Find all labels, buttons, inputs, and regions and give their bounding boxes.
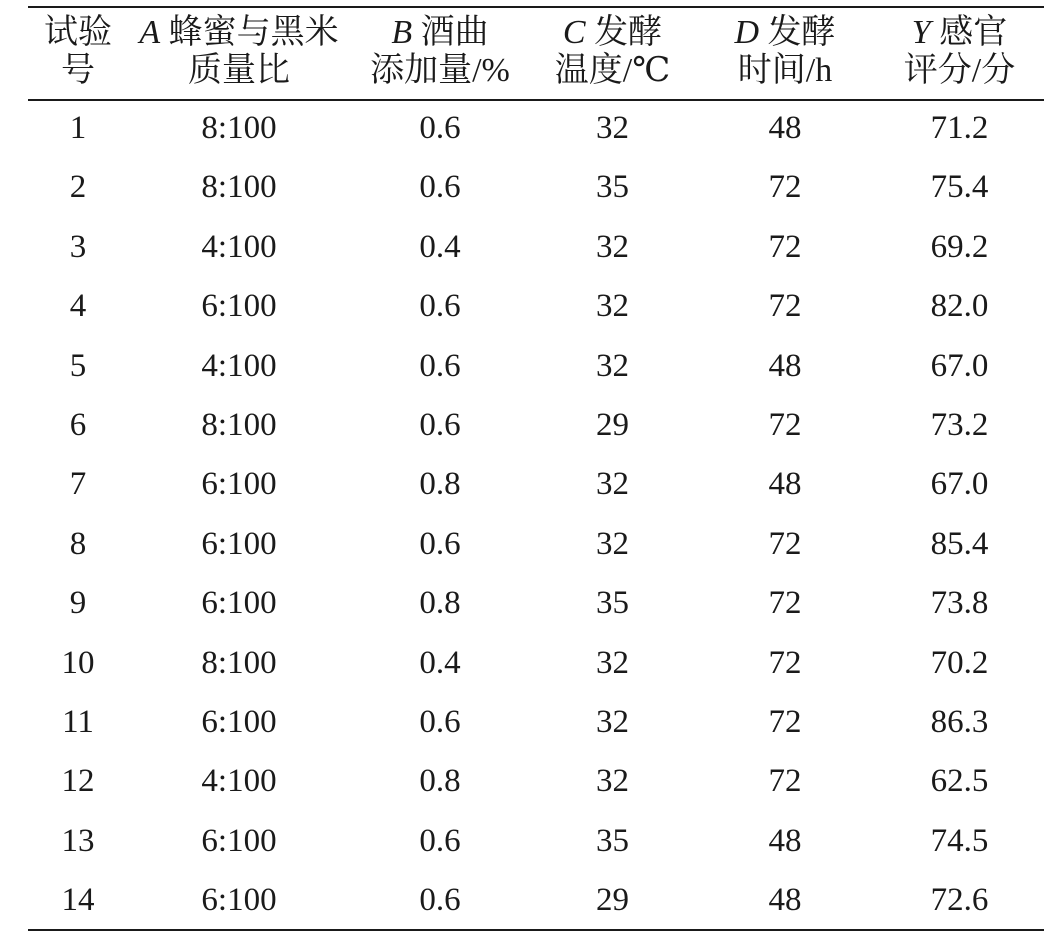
header-honey-ratio xyxy=(128,14,350,94)
cell-koji: 0.8 xyxy=(419,763,461,800)
cell-koji: 0.6 xyxy=(419,525,461,562)
header-temp-line2: 温度/℃ xyxy=(554,52,671,89)
cell-ratio: 4:100 xyxy=(201,763,277,800)
cell-score: 70.2 xyxy=(930,644,989,681)
header-time-line1: 发酵 xyxy=(759,14,836,51)
cell-koji: 0.6 xyxy=(419,288,461,325)
header-temp-line1: 发酵 xyxy=(585,14,663,51)
cell-trial: 1 xyxy=(69,110,87,146)
cell-time: 72 xyxy=(768,406,802,443)
cell-trial: 6 xyxy=(69,406,87,443)
header-koji-line1: 酒曲 xyxy=(412,14,489,51)
cell-time: 72 xyxy=(768,228,802,265)
cell-time: 72 xyxy=(768,525,802,562)
cell-ratio: 4:100 xyxy=(201,228,277,265)
cell-time: 72 xyxy=(768,644,802,681)
cell-score: 74.5 xyxy=(930,822,989,859)
cell-time: 48 xyxy=(768,347,802,384)
cell-koji: 0.4 xyxy=(419,228,461,265)
cell-temp: 32 xyxy=(596,347,629,384)
cell-temp: 35 xyxy=(596,822,629,859)
header-score-var: Y xyxy=(911,14,931,51)
header-honey-line1: 蜂蜜与黑米 xyxy=(160,14,339,51)
header-score-line1: 感官 xyxy=(930,14,1008,51)
table-row xyxy=(28,158,1044,217)
cell-koji: 0.6 xyxy=(419,822,461,859)
table-row xyxy=(28,634,1044,693)
cell-trial: 9 xyxy=(69,585,87,622)
cell-temp: 32 xyxy=(596,466,629,503)
cell-trial: 8 xyxy=(69,525,87,562)
cell-temp: 32 xyxy=(596,228,629,265)
cell-koji: 0.8 xyxy=(419,585,461,622)
cell-trial: 2 xyxy=(69,169,87,206)
header-score-line2: 评分/分 xyxy=(903,52,1016,89)
header-time-line2: 时间/h xyxy=(737,52,833,89)
cell-score: 67.0 xyxy=(930,466,989,503)
cell-temp: 32 xyxy=(596,525,629,562)
header-ferment-temp xyxy=(530,14,695,94)
header-trial-line1: 试验 xyxy=(44,14,112,51)
cell-ratio: 6:100 xyxy=(201,882,277,919)
cell-koji: 0.6 xyxy=(419,110,461,146)
cell-ratio: 6:100 xyxy=(201,822,277,859)
cell-time: 48 xyxy=(768,882,802,919)
cell-temp: 35 xyxy=(596,585,629,622)
cell-score: 67.0 xyxy=(930,347,989,384)
header-trial-line2: 号 xyxy=(61,52,95,89)
cell-ratio: 6:100 xyxy=(201,525,277,562)
table-body xyxy=(28,99,1044,930)
header-time-var: D xyxy=(734,14,760,51)
cell-time: 72 xyxy=(768,703,802,740)
cell-temp: 29 xyxy=(596,406,629,443)
table-header xyxy=(28,14,1044,94)
cell-score: 86.3 xyxy=(930,703,989,740)
cell-score: 73.8 xyxy=(930,585,989,622)
cell-time: 72 xyxy=(768,169,802,206)
table-row xyxy=(28,277,1044,336)
cell-time: 72 xyxy=(768,585,802,622)
cell-trial: 14 xyxy=(61,882,95,919)
cell-temp: 32 xyxy=(596,763,629,800)
cell-ratio: 6:100 xyxy=(201,585,277,622)
table-row xyxy=(28,455,1044,514)
cell-time: 72 xyxy=(768,763,802,800)
table-row xyxy=(28,337,1044,396)
header-honey-line2: 质量比 xyxy=(188,52,290,89)
cell-koji: 0.6 xyxy=(419,347,461,384)
cell-ratio: 4:100 xyxy=(201,347,277,384)
cell-trial: 7 xyxy=(69,466,87,503)
cell-ratio: 6:100 xyxy=(201,288,277,325)
table-row xyxy=(28,693,1044,752)
header-koji-var: B xyxy=(391,14,413,51)
header-koji-line2: 添加量/% xyxy=(370,52,510,89)
cell-score: 72.6 xyxy=(930,882,989,919)
cell-ratio: 6:100 xyxy=(201,466,277,503)
cell-ratio: 8:100 xyxy=(201,644,277,681)
header-trial-number xyxy=(28,14,128,94)
cell-trial: 5 xyxy=(69,347,87,384)
cell-score: 85.4 xyxy=(930,525,989,562)
cell-time: 48 xyxy=(768,110,802,146)
cell-ratio: 8:100 xyxy=(201,169,277,206)
cell-temp: 32 xyxy=(596,644,629,681)
cell-ratio: 8:100 xyxy=(201,406,277,443)
cell-score: 69.2 xyxy=(930,228,989,265)
cell-time: 48 xyxy=(768,822,802,859)
cell-ratio: 8:100 xyxy=(201,110,277,146)
cell-temp: 35 xyxy=(596,169,629,206)
cell-score: 82.0 xyxy=(930,288,989,325)
header-sensory-score xyxy=(875,14,1044,94)
cell-trial: 3 xyxy=(69,228,87,265)
table-row xyxy=(28,871,1044,930)
header-ferment-time xyxy=(695,14,875,94)
cell-time: 48 xyxy=(768,466,802,503)
cell-koji: 0.6 xyxy=(419,882,461,919)
cell-koji: 0.4 xyxy=(419,644,461,681)
cell-score: 75.4 xyxy=(930,169,989,206)
cell-ratio: 6:100 xyxy=(201,703,277,740)
table-row xyxy=(28,515,1044,574)
cell-koji: 0.6 xyxy=(419,703,461,740)
header-honey-var: A xyxy=(139,14,161,51)
cell-temp: 29 xyxy=(596,882,629,919)
cell-score: 71.2 xyxy=(930,110,989,146)
cell-temp: 32 xyxy=(596,703,629,740)
cell-time: 72 xyxy=(768,288,802,325)
table-row xyxy=(28,574,1044,633)
cell-trial: 4 xyxy=(69,288,87,325)
cell-temp: 32 xyxy=(596,110,629,146)
cell-temp: 32 xyxy=(596,288,629,325)
cell-trial: 13 xyxy=(61,822,95,859)
header-temp-var: C xyxy=(562,14,586,51)
cell-koji: 0.8 xyxy=(419,466,461,503)
header-koji-amount xyxy=(350,14,530,94)
table-row xyxy=(28,812,1044,871)
table-row xyxy=(28,99,1044,158)
cell-trial: 11 xyxy=(62,703,94,740)
cell-score: 73.2 xyxy=(930,406,989,443)
cell-score: 62.5 xyxy=(930,763,989,800)
top-rule xyxy=(28,6,1044,8)
cell-koji: 0.6 xyxy=(419,406,461,443)
bottom-rule xyxy=(28,929,1044,931)
cell-trial: 10 xyxy=(61,644,95,681)
table-row xyxy=(28,218,1044,277)
cell-trial: 12 xyxy=(61,763,95,800)
cell-koji: 0.6 xyxy=(419,169,461,206)
table-row xyxy=(28,396,1044,455)
table-row xyxy=(28,752,1044,811)
